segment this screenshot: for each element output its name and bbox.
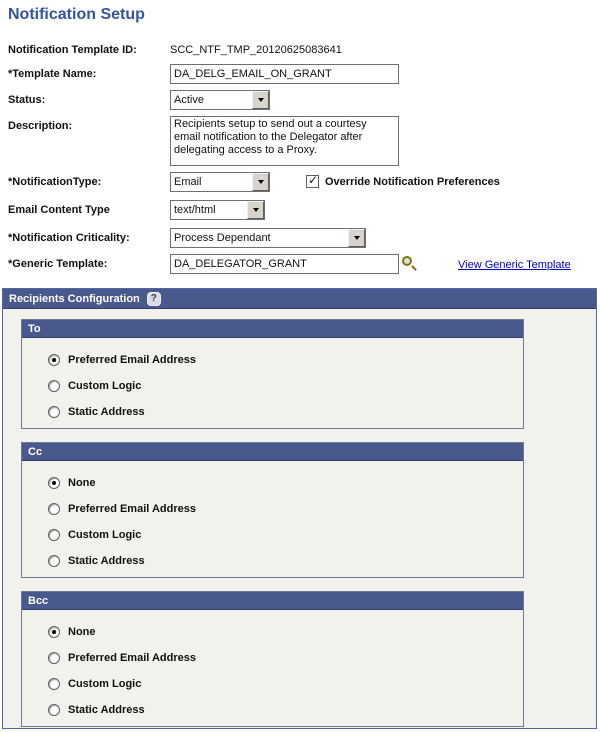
cc-none-radio[interactable] (48, 477, 60, 489)
description-label: Description: (8, 120, 73, 132)
bcc-static-address-radio[interactable] (48, 704, 60, 716)
to-static-address-radio[interactable] (48, 406, 60, 418)
email-content-type-row (8, 200, 597, 220)
template-name-input[interactable] (170, 64, 399, 84)
notification-type-select-dropdown-icon[interactable] (252, 173, 269, 191)
recipients-configuration-body (3, 309, 596, 727)
to-group-header (22, 320, 523, 338)
email-content-type-select-dropdown-icon[interactable] (247, 201, 264, 219)
to-group-title: To (28, 322, 41, 335)
bcc-custom-logic-radio[interactable] (48, 678, 60, 690)
notification-criticality-label: *Notification Criticality: (8, 232, 130, 244)
email-content-type-select-value: text/html (174, 204, 216, 216)
notification-type-row (8, 172, 597, 192)
override-preferences-checkbox[interactable] (306, 175, 319, 188)
cc-group-title: Cc (28, 445, 43, 458)
bcc-group-header (22, 592, 523, 610)
template-id-label: Notification Template ID: (8, 44, 137, 56)
bcc-group-title: Bcc (28, 594, 49, 607)
to-preferred-email-radio[interactable] (48, 354, 60, 366)
recipients-configuration-title: Recipients Configuration (9, 292, 140, 305)
bcc-option-custom-logic (48, 678, 523, 690)
description-row (8, 116, 597, 166)
cc-none-label: None (68, 477, 96, 489)
bcc-option-none (48, 626, 523, 638)
bcc-option-preferred-email (48, 652, 523, 664)
override-preferences-label: Override Notification Preferences (325, 176, 500, 188)
cc-static-address-radio[interactable] (48, 555, 60, 567)
cc-static-address-label: Static Address (68, 555, 145, 567)
email-content-type-label: Email Content Type (8, 204, 110, 216)
cc-option-preferred-email (48, 503, 523, 515)
generic-template-label: *Generic Template: (8, 258, 108, 270)
cc-group (21, 442, 524, 578)
bcc-preferred-email-radio[interactable] (48, 652, 60, 664)
notification-type-label: *NotificationType: (8, 176, 102, 188)
notification-criticality-select-dropdown-icon[interactable] (348, 229, 365, 247)
view-generic-template-link[interactable]: View Generic Template (458, 259, 571, 271)
to-group (21, 319, 524, 429)
to-group-body (22, 338, 523, 428)
to-option-custom-logic (48, 380, 523, 392)
generic-template-input[interactable] (170, 254, 399, 274)
description-textarea[interactable] (170, 116, 399, 166)
recipients-configuration-section (2, 288, 597, 729)
cc-preferred-email-label: Preferred Email Address (68, 503, 196, 515)
cc-preferred-email-radio[interactable] (48, 503, 60, 515)
cc-custom-logic-label: Custom Logic (68, 529, 142, 541)
generic-template-row (8, 254, 597, 274)
notification-criticality-select-value: Process Dependant (174, 232, 271, 244)
notification-criticality-select[interactable] (170, 228, 366, 248)
to-option-static-address (48, 406, 523, 418)
bcc-static-address-label: Static Address (68, 704, 145, 716)
bcc-none-radio[interactable] (48, 626, 60, 638)
notification-type-select[interactable] (170, 172, 270, 192)
status-select-value: Active (174, 94, 204, 106)
template-name-row (8, 64, 597, 84)
status-select-dropdown-icon[interactable] (252, 91, 269, 109)
help-icon[interactable]: ? (147, 292, 161, 306)
bcc-option-static-address (48, 704, 523, 716)
bcc-none-label: None (68, 626, 96, 638)
to-option-preferred-email (48, 354, 523, 366)
notification-criticality-row (8, 228, 597, 248)
template-id-row (8, 40, 597, 56)
cc-option-none (48, 477, 523, 489)
bcc-group (21, 591, 524, 727)
to-static-address-label: Static Address (68, 406, 145, 418)
bcc-custom-logic-label: Custom Logic (68, 678, 142, 690)
bcc-group-body (22, 610, 523, 726)
cc-option-custom-logic (48, 529, 523, 541)
lookup-icon[interactable] (402, 256, 418, 272)
to-custom-logic-radio[interactable] (48, 380, 60, 392)
notification-type-select-value: Email (174, 176, 202, 188)
bcc-preferred-email-label: Preferred Email Address (68, 652, 196, 664)
status-row (8, 90, 597, 110)
status-label: Status: (8, 94, 46, 106)
to-preferred-email-label: Preferred Email Address (68, 354, 196, 366)
cc-custom-logic-radio[interactable] (48, 529, 60, 541)
recipients-configuration-header (3, 289, 596, 309)
to-custom-logic-label: Custom Logic (68, 380, 142, 392)
email-content-type-select[interactable] (170, 200, 265, 220)
cc-option-static-address (48, 555, 523, 567)
page-title: Notification Setup (8, 6, 145, 23)
template-name-label: *Template Name: (8, 68, 97, 80)
cc-group-body (22, 461, 523, 577)
template-id-value: SCC_NTF_TMP_20120625083641 (170, 44, 342, 56)
status-select[interactable] (170, 90, 270, 110)
cc-group-header (22, 443, 523, 461)
